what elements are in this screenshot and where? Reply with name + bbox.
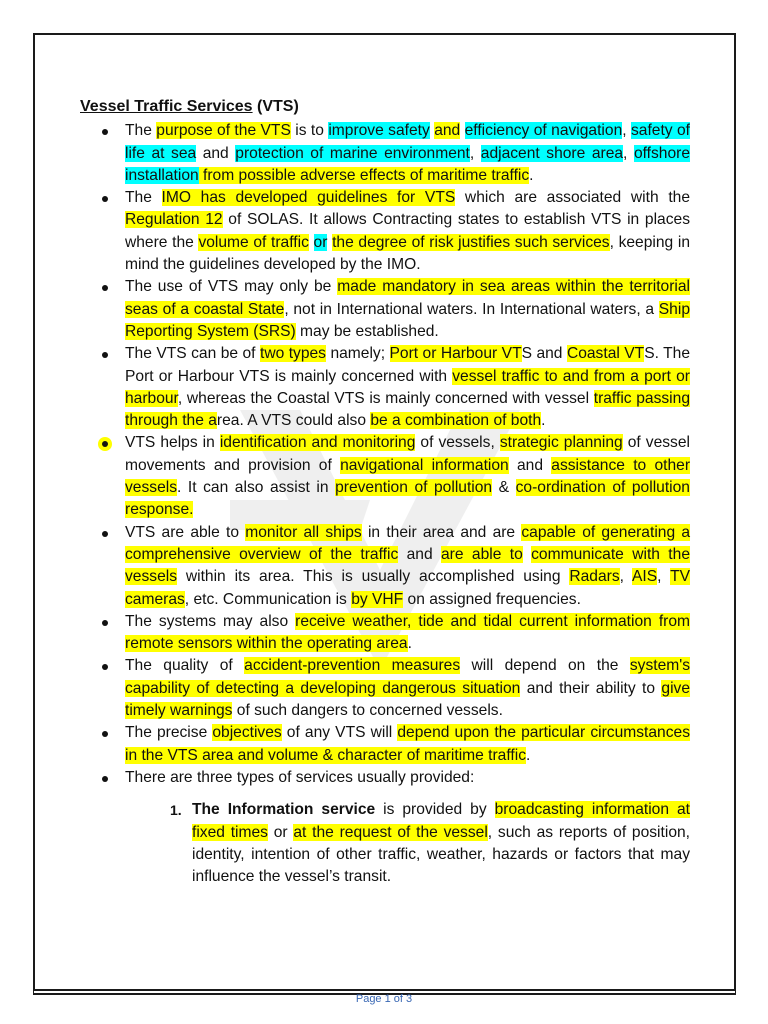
bullet-item (80, 120, 690, 187)
text-run: , (619, 568, 632, 586)
text-run: and (398, 545, 441, 563)
text-run: and their ability to (520, 679, 662, 697)
text-run: . It can also assist in (177, 479, 336, 497)
bullet-icon (102, 285, 108, 291)
highlighted-text: accident-prevention measures (244, 657, 461, 675)
text-run: , such as reports of position, identity, intention of other traffic, weather, hazards or factors that may influence the vessel’s transit. (192, 823, 690, 886)
text-run: in their area and are (361, 523, 522, 541)
highlighted-text: IMO has developed guidelines for VTS (161, 189, 456, 207)
text-run: . (529, 166, 534, 184)
highlighted-text: monitor all ships (245, 523, 362, 541)
highlighted-text: TV cameras (125, 568, 690, 608)
bullet-list (80, 120, 690, 888)
text-run: within its area. This is usually accomplished using (177, 568, 570, 586)
highlighted-text: two types (259, 345, 326, 363)
bullet-icon (102, 664, 108, 670)
text-run: , etc. Communication is (184, 590, 352, 608)
bullet-icon (102, 776, 108, 782)
text-run: The (125, 189, 162, 207)
highlighted-text: adjacent shore area (480, 144, 624, 162)
text-run: is provided by (375, 801, 495, 819)
text-run: , keeping in mind the guidelines developed by the IMO. (125, 233, 690, 274)
text-run: of SOLAS. It allows Contracting states to establish VTS in places where the (125, 211, 690, 251)
bullet-icon (102, 620, 108, 626)
text-run: VTS are able to (125, 523, 246, 541)
highlighted-text: offshore installation (125, 144, 691, 184)
highlighted-text: at the request of the vessel (293, 823, 488, 841)
service-item (125, 799, 690, 888)
highlighted-text: Radars (569, 568, 620, 586)
text-run: is to (290, 122, 329, 140)
text-run: The systems may also (125, 612, 296, 630)
highlighted-text: capable of generating a comprehensive overview of the traffic (125, 523, 691, 563)
highlighted-text: navigational information (340, 456, 509, 474)
bullet-icon (102, 441, 108, 447)
text-run: The use of VTS may only be (125, 278, 338, 296)
highlighted-text: Ship Reporting System (SRS) (125, 300, 690, 340)
page-footer: Page 1 of 3 (355, 993, 413, 1005)
highlighted-text: broadcasting information at fixed times (192, 801, 690, 841)
highlighted-text: be a combination of both (370, 412, 542, 430)
highlighted-text: the degree of risk justifies such services (332, 233, 610, 251)
text-run: , whereas the Coastal VTS is mainly concerned with vessel (177, 389, 594, 407)
highlighted-text: strategic planning (499, 434, 623, 452)
text-run: or (267, 823, 294, 841)
highlighted-text: objectives (212, 724, 282, 742)
text-run: S. The Port or Harbour VTS is mainly concerned with (125, 345, 690, 385)
highlighted-text: protection of marine environment (235, 144, 470, 162)
title-abbr: (VTS) (252, 98, 299, 115)
bullet-item (80, 767, 690, 888)
text-run: S and (521, 345, 567, 363)
highlighted-text: Port or Harbour VT (389, 345, 522, 363)
bullet-item (80, 276, 690, 343)
highlighted-text: assistance to other vessels (125, 456, 691, 497)
text-run: The VTS can be of (125, 345, 260, 363)
text-run: , (469, 144, 481, 162)
bullet-item (80, 611, 690, 656)
highlighted-text: prevention of pollution (335, 479, 493, 497)
text-run: and (508, 456, 552, 474)
highlighted-text: communicate with the vessels (125, 545, 690, 586)
text-run: . (541, 412, 546, 430)
text-run: The precise (125, 724, 213, 742)
highlighted-text: or (313, 233, 328, 251)
highlighted-text: traffic passing through the a (125, 389, 690, 430)
bullet-item (80, 432, 690, 521)
highlighted-text: made mandatory in sea areas within the territorial seas of a coastal State (125, 278, 690, 318)
highlighted-text: are able to (441, 545, 523, 563)
text-run: . (407, 635, 412, 653)
document-body (80, 96, 690, 888)
bullet-icon (102, 196, 108, 202)
text-run: namely; (325, 345, 390, 363)
text-run: The quality of (125, 657, 245, 675)
highlighted-text: Coastal VT (566, 345, 645, 363)
highlighted-text: efficiency of navigation (464, 122, 623, 140)
text-run: which are associated with the (455, 189, 690, 207)
bullet-item (80, 655, 690, 722)
highlighted-text: volume of traffic (198, 233, 309, 251)
text-run: on assigned frequencies. (403, 590, 581, 608)
text-run: , (657, 568, 671, 586)
highlighted-text: and (434, 122, 461, 140)
title-main: Vessel Traffic Services (80, 98, 253, 115)
bullet-item (80, 522, 690, 611)
text-run: , (623, 144, 634, 162)
text-run (460, 122, 464, 139)
highlighted-text: by VHF (351, 590, 404, 608)
text-run (523, 546, 531, 563)
highlighted-text: system's capability of detecting a developing dangerous situation (125, 657, 691, 697)
highlighted-text: AIS (632, 568, 658, 586)
text-run: of vessels, (415, 434, 500, 452)
highlighted-text: receive weather, tide and tidal current information from remote sensors within the operating area (125, 612, 691, 653)
text-run (309, 234, 314, 251)
text-run: The (125, 122, 157, 140)
bullet-item (80, 343, 690, 432)
text-run: There are three types of services usually provided: (125, 768, 475, 786)
highlighted-text: purpose of the VTS (156, 122, 291, 140)
bold-text: The Information service (192, 801, 376, 819)
highlighted-text: identification and monitoring (219, 434, 416, 452)
highlighted-text: depend upon the particular circumstances in the VTS area and volume & character of maritime traffic (125, 724, 690, 764)
text-run: , not in International waters. In International waters, a (284, 300, 659, 318)
highlighted-text: improve safety (328, 122, 430, 140)
highlighted-text: vessel traffic to and from a port or harbour (125, 367, 690, 407)
bullet-icon (102, 352, 108, 358)
bullet-icon (102, 531, 108, 537)
highlighted-text: from possible adverse effects of maritime traffic (198, 166, 530, 184)
text-run: rea. A VTS could also (216, 412, 371, 430)
text-run: , (622, 122, 631, 140)
highlighted-text: Regulation 12 (125, 211, 223, 229)
highlighted-text: co-ordination of pollution response. (125, 479, 690, 519)
text-run: may be established. (295, 322, 439, 340)
highlighted-text: safety of life at sea (125, 122, 690, 162)
text-run: will depend on the (460, 657, 630, 675)
text-run: . (526, 746, 531, 764)
bullet-item (80, 187, 690, 276)
text-run: and (196, 144, 236, 162)
text-run: of such dangers to concerned vessels. (232, 702, 503, 720)
document-title (80, 96, 690, 118)
highlighted-text: give timely warnings (125, 679, 690, 720)
service-number: 1. (170, 802, 182, 819)
bullet-icon (102, 129, 108, 135)
text-run: & (492, 479, 516, 497)
services-list (125, 799, 690, 888)
bullet-icon (102, 731, 108, 737)
text-run: of vessel movements and provision of (125, 434, 690, 474)
text-run: VTS helps in (125, 434, 220, 452)
text-run: of any VTS will (281, 724, 398, 742)
bullet-item (80, 722, 690, 767)
